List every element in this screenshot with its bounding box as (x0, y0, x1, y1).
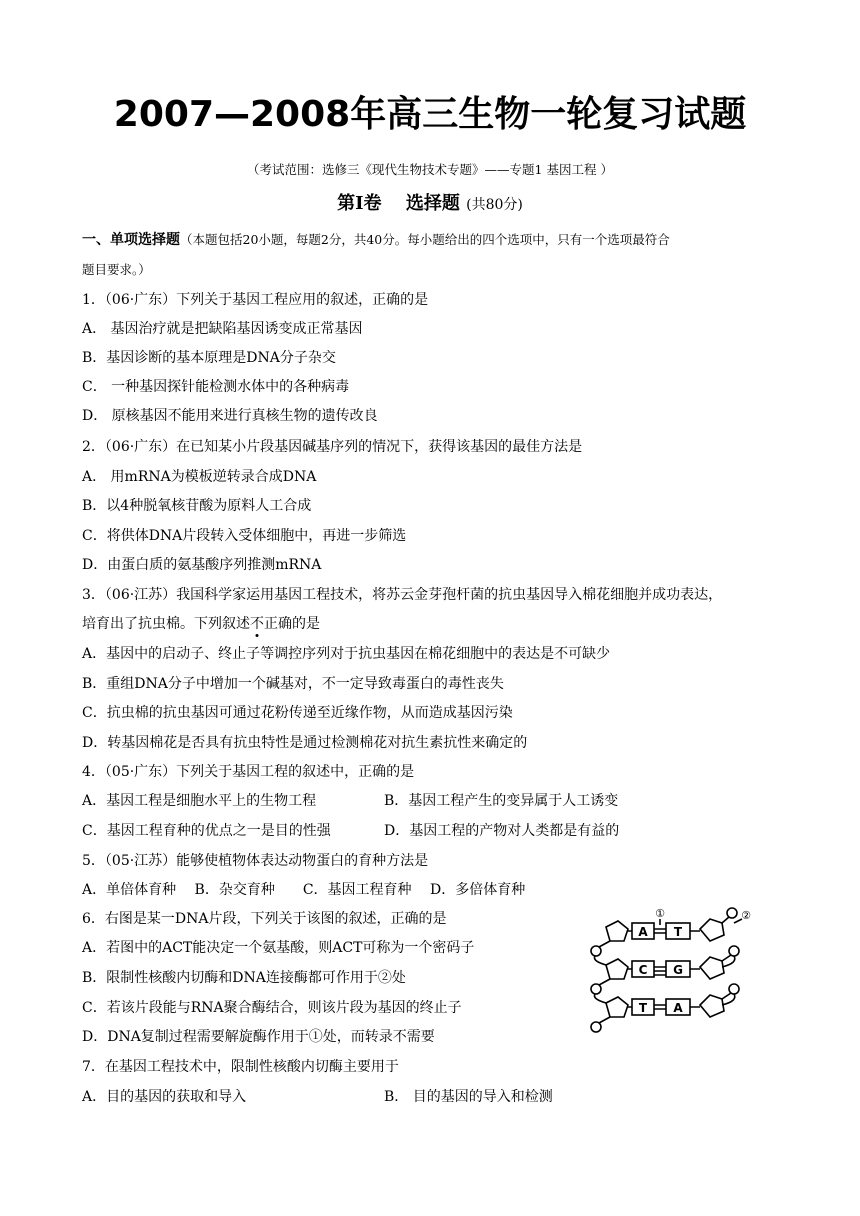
q6-option-a: A．若图中的ACT能决定一个氨基酸，则ACT可称为一个密码子 (82, 940, 475, 956)
dna-fragment-diagram (582, 905, 754, 1045)
q6-option-d: D．DNA复制过程需要解旋酶作用于①处，而转录不需要 (82, 1029, 435, 1045)
q3-stem-b (82, 613, 320, 633)
q3-option-a: A．基因中的启动子、终止子等调控序列对于抗虫基因在棉花细胞中的表达是不可缺少 (82, 646, 611, 662)
q6-stem: 6．右图是某一DNA片段，下列关于该图的叙述，正确的是 (82, 911, 447, 927)
q7-option-a: A．目的基因的获取和导入 (82, 1089, 247, 1105)
q5-stem: 5．（05·江苏）能够使植物体表达动物蛋白的育种方法是 (82, 853, 429, 869)
q1-option-b: B．基因诊断的基本原理是DNA分子杂交 (82, 350, 336, 366)
q3-stem-b-post: 正确的是 (264, 616, 320, 632)
q3-option-b: B．重组DNA分子中增加一个碱基对，不一定导致毒蛋白的毒性丧失 (82, 676, 504, 692)
base-left-1: A (638, 925, 648, 939)
part1-instructions (82, 229, 670, 249)
q4-row-cd (82, 820, 682, 840)
q2-option-c: C．将供体DNA片段转入受体细胞中，再进一步筛选 (82, 528, 407, 544)
q7-option-b: B． 目的基因的导入和检测 (384, 1089, 553, 1105)
q4-option-a: A．基因工程是细胞水平上的生物工程 (82, 793, 317, 809)
deoxyribose-right-3 (700, 995, 724, 1017)
section-points: (共80分) (466, 197, 523, 213)
part1-heading: 一、单项选择题 (82, 232, 180, 248)
q3-option-d: D．转基因棉花是否具有抗虫特性是通过检测棉花对抗生素抗性来确定的 (82, 735, 528, 751)
base-right-1: T (673, 925, 683, 939)
q2-option-a: A． 用mRNA为模板逆转录合成DNA (82, 469, 317, 485)
part1-instructions-a: （本题包括20小题，每题2分，共40分。每小题给出的四个选项中，只有一个选项最符合 (180, 232, 670, 247)
q1-option-d: D． 原核基因不能用来进行真核生物的遗传改良 (82, 408, 378, 424)
q1-option-a: A． 基因治疗就是把缺陷基因诱变成正常基因 (82, 321, 363, 337)
q4-option-b: B．基因工程产生的变异属于人工诱变 (384, 793, 619, 809)
base-right-3: A (673, 1001, 683, 1015)
q7-stem: 7．在基因工程技术中，限制性核酸内切酶主要用于 (82, 1059, 399, 1075)
section-heading (0, 189, 860, 215)
q3-option-c: C．抗虫棉的抗虫基因可通过花粉传递至近缘作物，从而造成基因污染 (82, 705, 513, 721)
base-left-3: T (638, 1001, 648, 1015)
exam-scope: （考试范围：选修三《现代生物技术专题》——专题1 基因工程 ） (247, 162, 613, 177)
q1-stem: 1．（06·广东）下列关于基因工程应用的叙述，正确的是 (82, 292, 429, 308)
q3-stem-a: 3．（06·江苏）我国科学家运用基因工程技术，将苏云金芽孢杆菌的抗虫基因导入棉花细胞并成功表达， (82, 587, 723, 603)
q4-stem: 4．（05·广东）下列关于基因工程的叙述中，正确的是 (82, 764, 415, 780)
deoxyribose-right-2 (700, 957, 724, 979)
section-title: 第Ⅰ卷 选择题 (337, 193, 460, 214)
q4-option-d: D．基因工程的产物对人类都是有益的 (384, 823, 620, 839)
q2-stem: 2．（06·广东）在已知某小片段基因碱基序列的情况下，获得该基因的最佳方法是 (82, 439, 583, 455)
marker-2: ② (741, 909, 751, 922)
deoxyribose-left-1 (606, 921, 628, 941)
page-title: 2007—2008年高三生物一轮复习试题 (113, 94, 747, 135)
q7-row-ab (82, 1086, 682, 1106)
q2-option-b: B．以4种脱氧核苷酸为原料人工合成 (82, 498, 312, 514)
part1-instructions-b: 题目要求。） (82, 262, 151, 277)
deoxyribose-left-3 (606, 997, 628, 1017)
marker-1: ① (655, 907, 665, 920)
q6-option-b: B．限制性核酸内切酶和DNA连接酶都可作用于②处 (82, 970, 406, 986)
q2-option-d: D．由蛋白质的氨基酸序列推测mRNA (82, 557, 322, 573)
q4-row-ab (82, 790, 682, 810)
q5-options: A．单倍体育种 B．杂交育种 C．基因工程育种 D．多倍体育种 (82, 882, 526, 898)
q1-option-c: C． 一种基因探针能检测水体中的各种病毒 (82, 379, 350, 395)
base-left-2: C (638, 963, 648, 977)
q6-option-c: C．若该片段能与RNA聚合酶结合，则该片段为基因的终止子 (82, 1000, 462, 1016)
deoxyribose-left-2 (606, 959, 628, 979)
q4-option-c: C．基因工程育种的优点之一是目的性强 (82, 823, 331, 839)
q3-emphasis: 不 (250, 616, 264, 632)
base-right-2: G (673, 963, 683, 977)
deoxyribose-right-1 (700, 919, 724, 941)
q3-stem-b-pre: 培育出了抗虫棉。下列叙述 (82, 616, 250, 632)
